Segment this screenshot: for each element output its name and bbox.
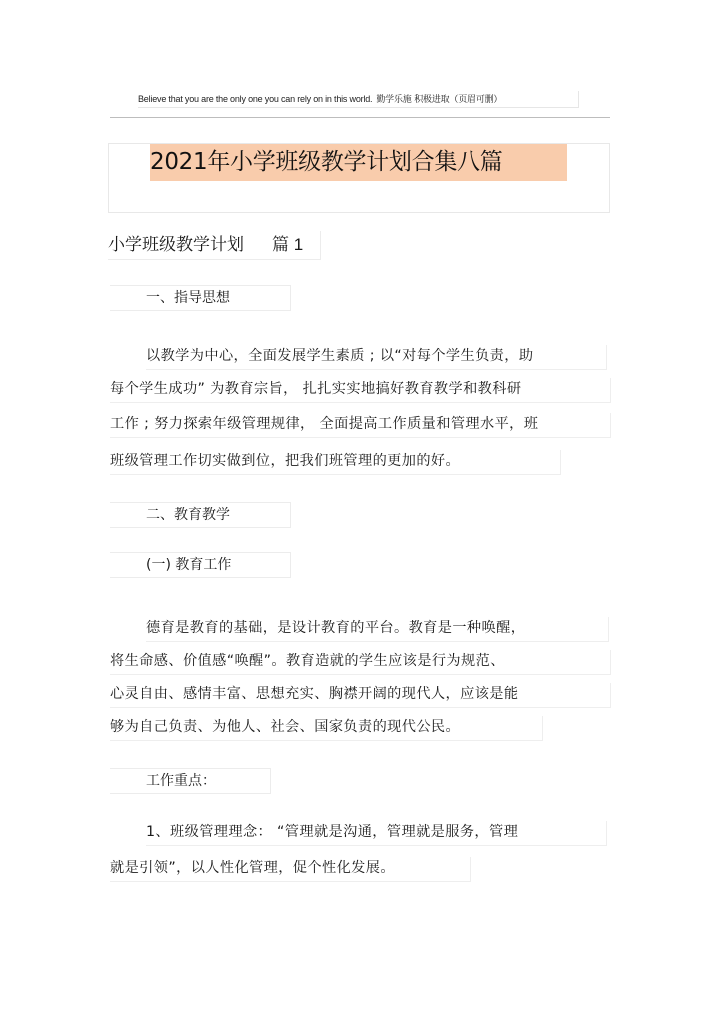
para2-line3: 心灵自由、感情丰富、思想充实、胸襟开阔的现代人，应该是能 [110, 683, 611, 708]
header-rule [110, 117, 610, 118]
para1-line1: 以教学为中心，全面发展学生素质 ; 以“对每个学生负责，助 [146, 345, 607, 370]
para1-line3: 工作 ; 努力探索年级管理规律， 全面提高工作质量和管理水平，班 [110, 413, 611, 438]
heading-teaching: 二、教育教学 [110, 502, 291, 528]
para1-line4: 班级管理工作切实做到位，把我们班管理的更加的好。 [110, 450, 561, 475]
header-english: Believe that you are the only one you can rely on in this world. [138, 94, 373, 104]
para2-line2: 将生命感、价值感“唤醒”。教育造就的学生应该是行为规范、 [110, 650, 611, 675]
section-number: 篇 1 [272, 235, 304, 254]
document-title: 2021年小学班级教学计划合集八篇 [150, 144, 567, 181]
para3-line2: 就是引领”，以人性化管理，促个性化发展。 [110, 857, 471, 882]
para3-line1: 1、班级管理理念： “管理就是沟通，管理就是服务，管理 [146, 821, 607, 846]
para2-line4: 够为自己负责、为他人、社会、国家负责的现代公民。 [110, 716, 543, 741]
section-heading [108, 231, 321, 260]
page-header [138, 91, 579, 108]
header-chinese: 勤学乐施 积极进取（页眉可删） [376, 95, 503, 105]
para1-line2: 每个学生成功” 为教育宗旨， 扎扎实实地搞好教育教学和教科研 [110, 378, 611, 403]
para2-line1: 德育是教育的基础，是设计教育的平台。教育是一种唤醒， [146, 617, 609, 642]
heading-work-focus: 工作重点： [110, 768, 271, 794]
heading-guiding-thought: 一、指导思想 [110, 285, 291, 311]
section-title: 小学班级教学计划 [108, 235, 244, 255]
heading-education-work: (一) 教育工作 [110, 552, 291, 578]
